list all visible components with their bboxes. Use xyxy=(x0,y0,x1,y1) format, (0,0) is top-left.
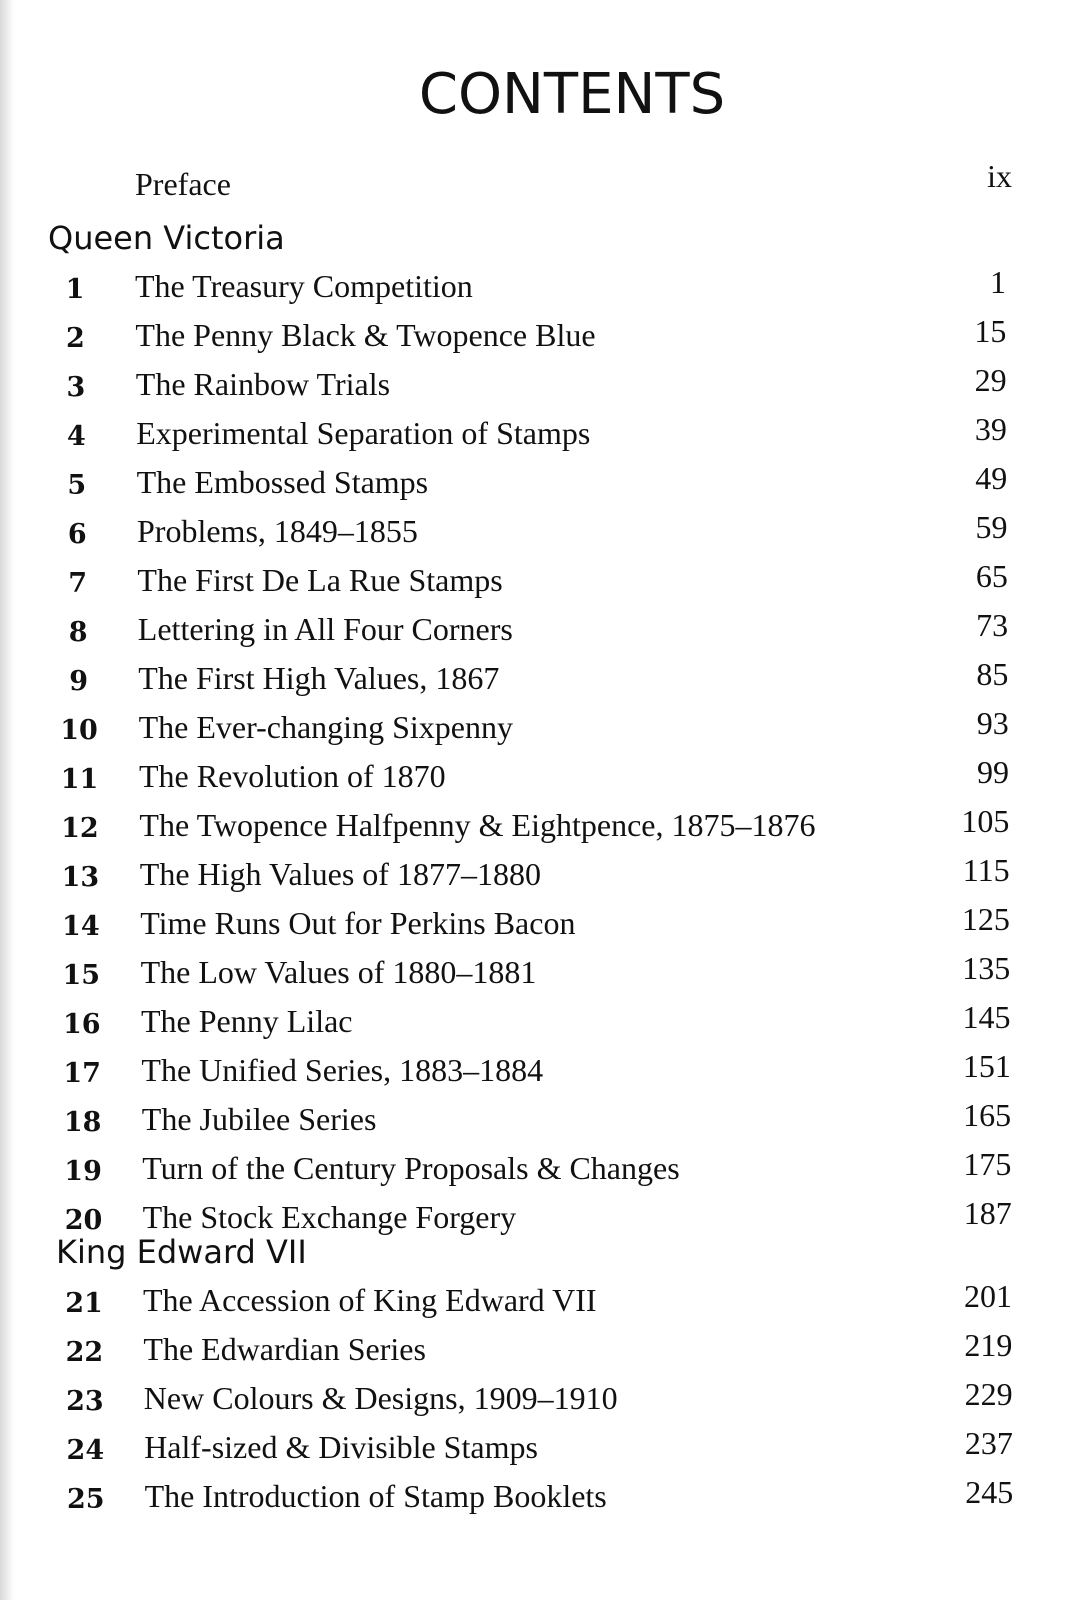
chapter-number: 15 xyxy=(62,960,101,991)
toc-entry xyxy=(0,1472,1086,1521)
chapter-number: 7 xyxy=(68,568,88,599)
section-heading: Queen Victoria xyxy=(48,219,285,257)
chapter-title: Lettering in All Four Corners xyxy=(137,611,513,647)
chapter-number: 12 xyxy=(61,813,99,844)
toc-entry xyxy=(0,752,1086,801)
chapter-title: The Revolution of 1870 xyxy=(139,758,446,794)
chapter-number: 14 xyxy=(62,911,100,942)
toc-entry xyxy=(0,507,1086,556)
chapter-page: 125 xyxy=(961,901,1010,937)
chapter-number: 2 xyxy=(66,323,85,354)
toc-entry xyxy=(0,948,1086,997)
toc-entry xyxy=(0,997,1086,1046)
chapter-page: 85 xyxy=(976,656,1009,692)
chapter-page: 39 xyxy=(974,411,1007,447)
chapter-title: The Embossed Stamps xyxy=(136,464,429,500)
toc-entry xyxy=(0,409,1086,458)
chapter-number: 23 xyxy=(66,1386,104,1417)
chapter-page: 65 xyxy=(975,558,1008,594)
toc-entry xyxy=(0,1276,1086,1325)
toc-entry xyxy=(0,1046,1086,1095)
chapter-title: The First High Values, 1867 xyxy=(138,660,500,696)
chapter-page: 165 xyxy=(963,1097,1012,1133)
chapter-page: 115 xyxy=(962,852,1010,888)
preface-page: ix xyxy=(987,158,1012,194)
chapter-page: 151 xyxy=(962,1048,1011,1084)
toc-entry xyxy=(0,311,1086,360)
chapter-title: The Accession of King Edward VII xyxy=(143,1282,597,1318)
chapter-number: 6 xyxy=(67,519,87,550)
chapter-page: 219 xyxy=(964,1327,1013,1363)
chapter-title: The Rainbow Trials xyxy=(135,366,391,402)
chapter-page: 145 xyxy=(962,999,1011,1035)
toc-entry xyxy=(0,801,1086,850)
preface-label: Preface xyxy=(135,166,231,202)
chapter-number: 13 xyxy=(61,862,100,893)
toc-entry xyxy=(0,899,1086,948)
preface-entry xyxy=(0,158,1086,204)
chapter-number: 20 xyxy=(64,1205,103,1236)
toc-entry xyxy=(0,360,1086,409)
section-entries-queen-victoria xyxy=(0,262,1086,1242)
chapter-page: 73 xyxy=(976,607,1009,643)
toc-entry xyxy=(0,262,1086,311)
toc-entry xyxy=(0,1144,1086,1193)
chapter-number: 1 xyxy=(65,274,85,305)
chapter-number: 24 xyxy=(66,1435,105,1466)
section-entries-king-edward xyxy=(0,1276,1086,1521)
chapter-number: 16 xyxy=(62,1009,101,1040)
chapter-number: 11 xyxy=(60,764,99,795)
chapter-page: 229 xyxy=(964,1376,1013,1412)
toc-entry xyxy=(0,458,1086,507)
chapter-title: The Twopence Halfpenny & Eightpence, 1875–1876 xyxy=(139,807,816,843)
chapter-title: Turn of the Century Proposals & Changes xyxy=(142,1150,680,1186)
section-heading: King Edward VII xyxy=(56,1233,307,1271)
toc-entry xyxy=(0,1423,1086,1472)
chapter-number: 17 xyxy=(63,1058,101,1089)
chapter-page: 1 xyxy=(990,264,1006,300)
toc-entry xyxy=(0,556,1086,605)
chapter-page: 237 xyxy=(964,1425,1013,1461)
chapter-page: 201 xyxy=(964,1278,1012,1314)
chapter-title: New Colours & Designs, 1909–1910 xyxy=(143,1380,618,1416)
chapter-page: 49 xyxy=(975,460,1008,496)
chapter-number: 9 xyxy=(69,666,88,697)
chapter-title: The Stock Exchange Forgery xyxy=(142,1199,517,1235)
chapter-title: The Edwardian Series xyxy=(143,1331,426,1367)
toc-entry xyxy=(0,1095,1086,1144)
chapter-page: 99 xyxy=(977,754,1009,790)
chapter-title: The Low Values of 1880–1881 xyxy=(140,954,537,990)
toc-entry xyxy=(0,1325,1086,1374)
toc-entry xyxy=(0,605,1086,654)
chapter-number: 19 xyxy=(64,1156,102,1187)
chapter-number: 18 xyxy=(63,1107,102,1138)
toc-entry xyxy=(0,654,1086,703)
chapter-number: 3 xyxy=(66,372,86,403)
chapter-number: 22 xyxy=(65,1337,104,1368)
chapter-title: The Unified Series, 1883–1884 xyxy=(141,1052,544,1088)
chapter-title: The Introduction of Stamp Booklets xyxy=(144,1478,607,1514)
chapter-title: The Jubilee Series xyxy=(141,1101,377,1137)
chapter-number: 10 xyxy=(60,715,98,746)
chapter-page: 245 xyxy=(965,1474,1014,1510)
toc-entry xyxy=(0,703,1086,752)
chapter-number: 21 xyxy=(65,1288,103,1319)
chapter-page: 15 xyxy=(974,313,1007,349)
chapter-page: 135 xyxy=(962,950,1011,986)
chapter-page: 93 xyxy=(976,705,1009,741)
chapter-title: The Ever-changing Sixpenny xyxy=(138,709,513,745)
chapter-number: 4 xyxy=(66,421,86,452)
chapter-page: 187 xyxy=(963,1195,1012,1231)
chapter-title: Time Runs Out for Perkins Bacon xyxy=(140,905,576,941)
toc-entry xyxy=(0,1374,1086,1423)
chapter-title: The Penny Black & Twopence Blue xyxy=(135,317,596,353)
chapter-title: Experimental Separation of Stamps xyxy=(136,415,591,451)
chapter-page: 175 xyxy=(963,1146,1012,1182)
chapter-number: 8 xyxy=(68,617,88,648)
chapter-title: The First De La Rue Stamps xyxy=(137,562,503,598)
chapter-page: 29 xyxy=(974,362,1007,398)
chapter-title: The Treasury Competition xyxy=(135,268,473,304)
chapter-number: 25 xyxy=(67,1484,105,1515)
page-title: CONTENTS xyxy=(418,62,726,127)
chapter-title: The Penny Lilac xyxy=(141,1003,353,1039)
chapter-title: Problems, 1849–1855 xyxy=(137,513,418,549)
chapter-page: 59 xyxy=(975,509,1008,545)
chapter-title: The High Values of 1877–1880 xyxy=(139,856,541,892)
chapter-title: Half-sized & Divisible Stamps xyxy=(144,1429,538,1465)
toc-entry xyxy=(0,850,1086,899)
chapter-page: 105 xyxy=(961,803,1010,839)
chapter-number: 5 xyxy=(67,470,87,501)
